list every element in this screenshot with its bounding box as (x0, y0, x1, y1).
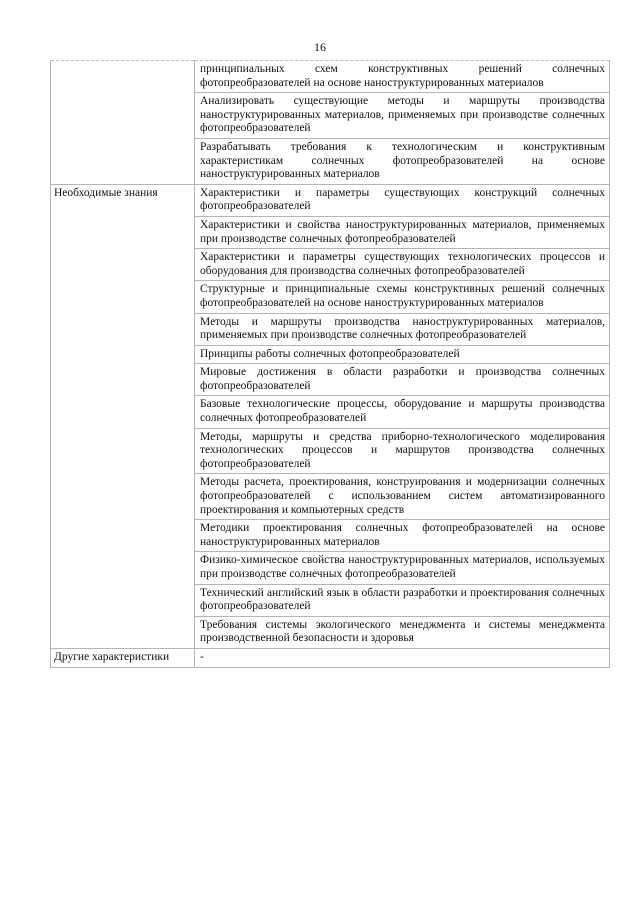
table-row (51, 61, 610, 93)
knowledge-label: Необходимые знания (51, 184, 195, 648)
requirements-table (50, 60, 610, 668)
table-row (51, 184, 610, 216)
skill-item: Разрабатывать требования к технологическим и конструктивным характеристикам солнечных фотопреобразователей на основе наноструктурированных материалов (195, 138, 610, 184)
page-number: 16 (314, 40, 326, 54)
skill-item: Анализировать существующие методы и маршруты производства наноструктурированных материалов, применяемых при производстве солнечных фотопреобразователей (195, 93, 610, 139)
knowledge-item: Характеристики и свойства наноструктурированных материалов, применяемых при производстве солнечных фотопреобразователей (195, 216, 610, 248)
knowledge-item: Структурные и принципиальные схемы конструктивных решений солнечных фотопреобразователей на основе наноструктурированных материалов (195, 281, 610, 313)
empty-label-cell (51, 61, 195, 185)
knowledge-item: Технический английский язык в области разработки и проектирования солнечных фотопреобразователей (195, 584, 610, 616)
knowledge-item: Методики проектирования солнечных фотопреобразователей на основе наноструктурированных материалов (195, 520, 610, 552)
skill-item: принципиальных схем конструктивных решений солнечных фотопреобразователей на основе наноструктурированных материалов (195, 61, 610, 93)
table-row (51, 648, 610, 667)
knowledge-item: Базовые технологические процессы, оборудование и маршруты производства солнечных фотопреобразователей (195, 396, 610, 428)
knowledge-item: Методы расчета, проектирования, конструирования и модернизации солнечных фотопреобразователей с использованием систем автоматизированного проектирования и компьютерных средств (195, 474, 610, 520)
knowledge-item: Методы, маршруты и средства приборно-технологического моделирования технологических процессов и маршрутов производства солнечных фотопреобразователей (195, 428, 610, 474)
other-characteristics-label: Другие характеристики (51, 648, 195, 667)
knowledge-item: Методы и маршруты производства наноструктурированных материалов, применяемых при производстве солнечных фотопреобразователей (195, 313, 610, 345)
other-characteristics-value: - (195, 648, 610, 667)
knowledge-item: Требования системы экологического менеджмента и системы менеджмента производственной безопасности и здоровья (195, 616, 610, 648)
knowledge-item: Характеристики и параметры существующих конструкций солнечных фотопреобразователей (195, 184, 610, 216)
knowledge-item: Принципы работы солнечных фотопреобразователей (195, 345, 610, 364)
knowledge-item: Характеристики и параметры существующих технологических процессов и оборудования для производства солнечных фотопреобразователей (195, 249, 610, 281)
knowledge-item: Мировые достижения в области разработки и производства солнечных фотопреобразователей (195, 364, 610, 396)
knowledge-item: Физико-химическое свойства наноструктурированных материалов, используемых при производстве солнечных фотопреобразователей (195, 552, 610, 584)
